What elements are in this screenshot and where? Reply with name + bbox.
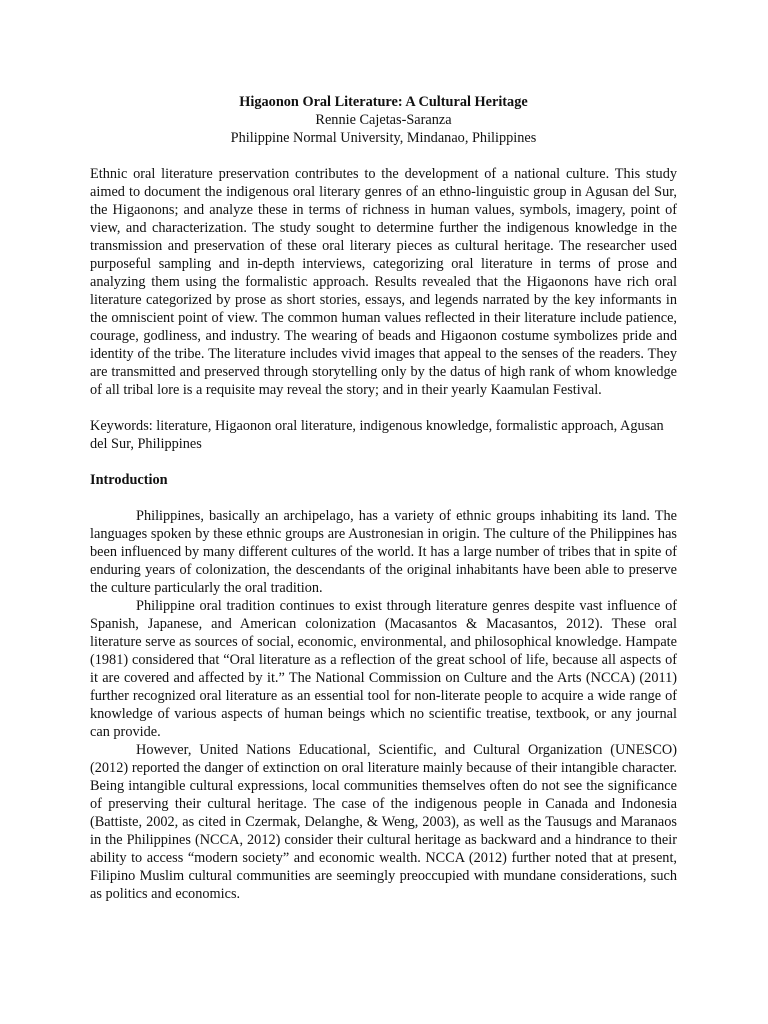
document-page bbox=[90, 93, 677, 903]
paragraph: However, United Nations Educational, Scientific, and Cultural Organization (UNESCO) (2012) reported the danger of extinction on oral literature mainly because of their intangible character. Being intangible cultural expressions, local communities themselves often do not see the significance of preserving their cultural heritage. The case of the indigenous people in Canada and Indonesia (Battiste, 2002, as cited in Czermak, Delanghe, & Weng, 2003), as well as the Tausugs and Maranaos in the Philippines (NCCA, 2012) consider their cultural heritage as backward and a hindrance to their ability to access “modern society” and economic wealth. NCCA (2012) further noted that at present, Filipino Muslim cultural communities are seemingly preoccupied with mundane considerations, such as politics and economics. bbox=[90, 742, 677, 902]
author-affiliation: Philippine Normal University, Mindanao, Philippines bbox=[230, 130, 537, 146]
keywords: Keywords: literature, Higaonon oral literature, indigenous knowledge, formalistic approach, Agusan del Sur, Philippines bbox=[90, 418, 664, 452]
author-name: Rennie Cajetas-Saranza bbox=[315, 112, 452, 128]
abstract: Ethnic oral literature preservation contributes to the development of a national culture. This study aimed to document the indigenous oral literary genres of an ethno-linguistic group in Agusan del Sur, the Higaonons; and analyze these in terms of richness in human values, symbols, imagery, point of view, and characterization. The study sought to determine further the indigenous knowledge in the transmission and preservation of these oral literary pieces as cultural heritage. The researcher used purposeful sampling and in-depth interviews, categorizing oral literature in terms of prose and analyzing them using the formalistic approach. Results revealed that the Higaonons have rich oral literature categorized by prose as short stories, essays, and legends narrated by the key informants in the omniscient point of view. The common human values reflected in their literature include patience, courage, godliness, and industry. The wearing of beads and Higaonon costume symbolizes pride and identity of the tribe. The literature includes vivid images that appeal to the senses of the readers. They are transmitted and preserved through storytelling only by the datus of high rank of whom knowledge of all tribal lore is a requisite may reveal the story; and in their yearly Kaamulan Festival. bbox=[90, 166, 677, 398]
paragraph: Philippines, basically an archipelago, has a variety of ethnic groups inhabiting its land. The languages spoken by these ethnic groups are Austronesian in origin. The culture of the Philippines has been influenced by many different cultures of the world. It has a large number of tribes that in spite of enduring years of colonization, the descendants of the original inhabitants have been able to preserve the culture particularly the oral tradition. bbox=[90, 508, 677, 596]
paper-title: Higaonon Oral Literature: A Cultural Heritage bbox=[239, 94, 528, 110]
introduction-body bbox=[90, 507, 677, 903]
section-heading-introduction: Introduction bbox=[90, 472, 168, 488]
paper-header bbox=[90, 93, 677, 147]
paragraph: Philippine oral tradition continues to exist through literature genres despite vast influence of Spanish, Japanese, and American colonization (Macasantos & Macasantos, 2012). These oral literature serve as sources of social, economic, environmental, and philosophical knowledge. Hampate (1981) considered that “Oral literature as a reflection of the great school of life, because all aspects of it are covered and affected by it.” The National Commission on Culture and the Arts (NCCA) (2011) further recognized oral literature as an essential tool for non-literate people to acquire a wide range of knowledge of various aspects of human beings which no scientific treatise, textbook, or any journal can provide. bbox=[90, 598, 677, 740]
